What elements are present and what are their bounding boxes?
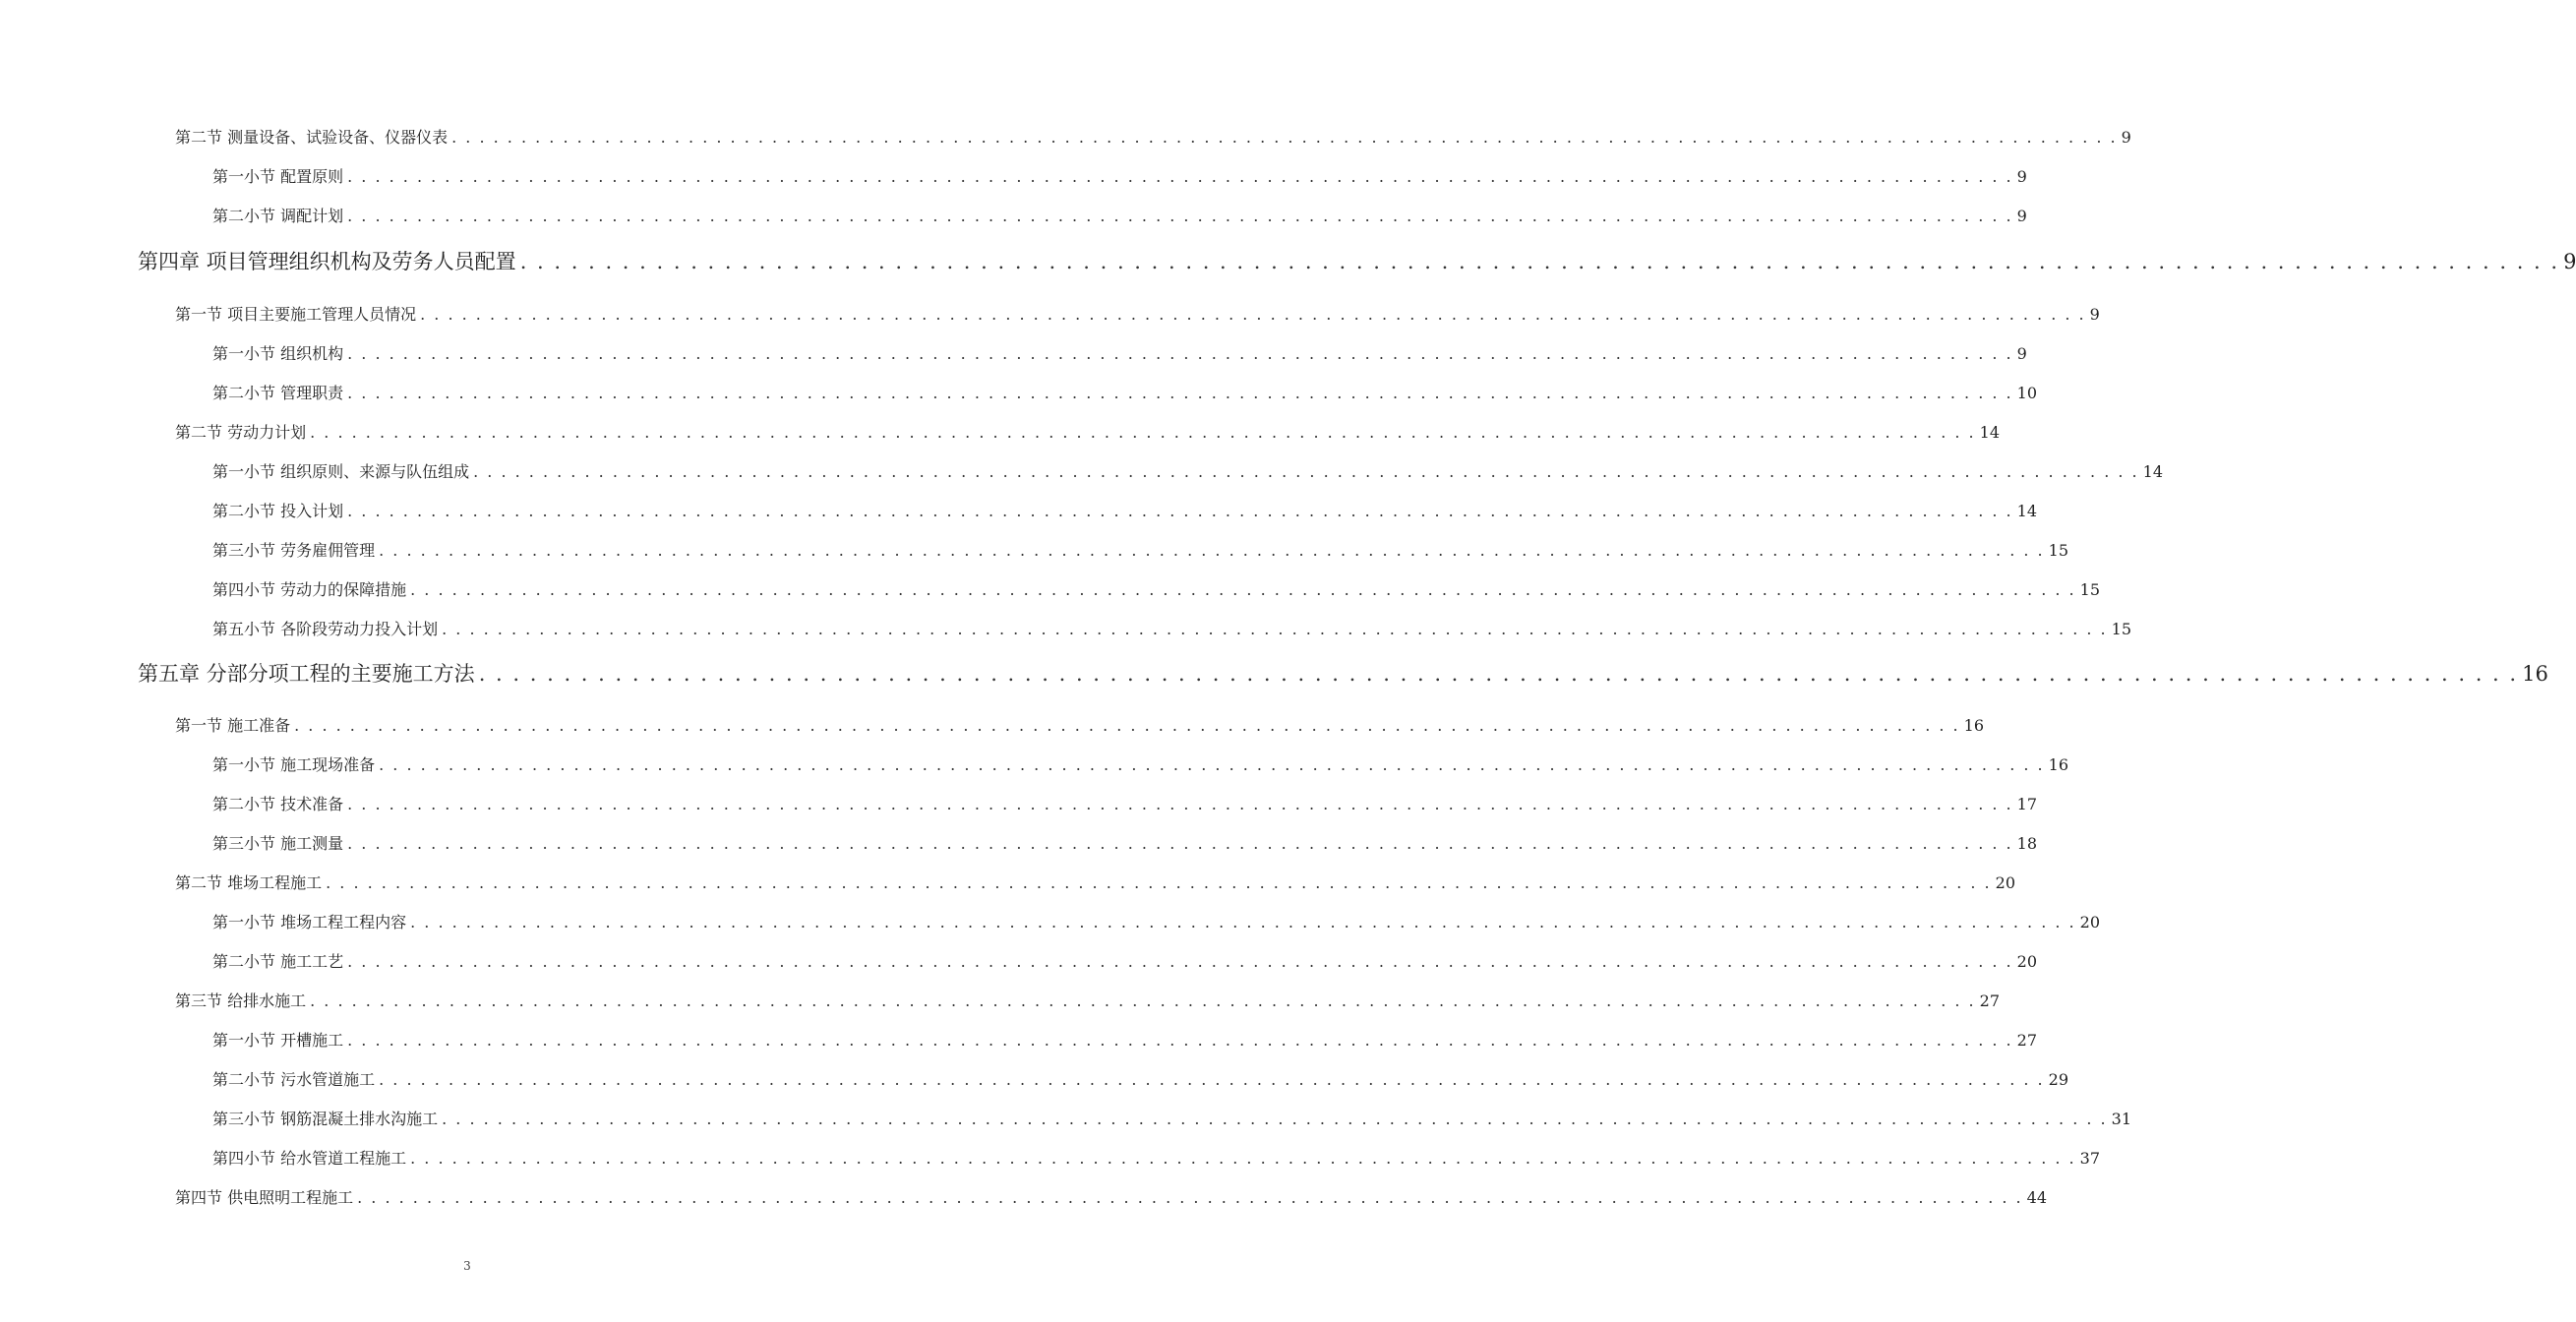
dot-leader: . . . . . . . . . . . . . . . . . . . . . . . . . . . . . . . . . . . . . . . . . . . . . . . . . . . . . . . . . . . . . . . . . . . . . . . . . . . . . . . . . . . . . . . . . . . . . . . . . . . . . . . . . . . . . . . . . . . . . . . . <box>347 1031 2013 1050</box>
toc-entry-title: 第二小节 污水管道施工 <box>212 1070 376 1089</box>
toc-entry-title: 第四章 项目管理组织机构及劳务人员配置 <box>138 250 516 273</box>
toc-sub-entry[interactable] <box>212 910 2100 932</box>
toc-entry-title: 第五小节 各阶段劳动力投入计划 <box>212 620 439 638</box>
toc-entry-title: 第四小节 劳动力的保障措施 <box>212 580 407 599</box>
toc-entry-title: 第二节 劳动力计划 <box>175 423 307 442</box>
page-number: 3 <box>463 1259 471 1273</box>
toc-sub-entry[interactable] <box>212 949 2037 972</box>
toc-sub-entry[interactable] <box>212 538 2068 561</box>
toc-sub-entry[interactable] <box>212 164 2027 187</box>
toc-entry-title: 第一节 施工准备 <box>175 716 291 735</box>
toc-entry-page-number: 20 <box>1995 873 2015 892</box>
toc-entry-page-number: 27 <box>2016 1031 2037 1050</box>
toc-entry-page-number: 9 <box>2563 250 2576 273</box>
toc-chapter-entry[interactable] <box>138 246 2576 275</box>
toc-entry-page-number: 14 <box>2016 502 2037 520</box>
dot-leader: . . . . . . . . . . . . . . . . . . . . . . . . . . . . . . . . . . . . . . . . . . . . . . . . . . . . . . . . . . . . . . . . . . . . . . . . . . . . . . . . . . . . . . . . . . . . . . . . . . . . . . . . . . . . . . . . . . . . . . . . <box>420 305 2086 324</box>
toc-sub-entry[interactable] <box>212 752 2068 775</box>
toc-entry-title: 第二节 测量设备、试验设备、仪器仪表 <box>175 128 449 147</box>
dot-leader: . . . . . . . . . . . . . . . . . . . . . . . . . . . . . . . . . . . . . . . . . . . . . . . . . . . . . . . . . . . . . . . . . . . . . . . . . . . . . . . . . . . . . . . . . . . . . . . . . . . . . . . . . . . . . . . . . . . . . . . . <box>347 795 2013 813</box>
dot-leader: . . . . . . . . . . . . . . . . . . . . . . . . . . . . . . . . . . . . . . . . . . . . . . . . . . . . . . . . . . . . . . . . . . . . . . . . . . . . . . . . . . . . . . . . . . . . . . . . . . . . . . . . . . . . . . . . . . . . . . . . <box>347 952 2013 971</box>
dot-leader: . . . . . . . . . . . . . . . . . . . . . . . . . . . . . . . . . . . . . . . . . . . . . . . . . . . . . . . . . . . . . . . . . . . . . . . . . . . . . . . . . . . . . . . . . . . . . . . . . . . . . . . . . . . . . . . . . . . . . . . . <box>410 580 2076 599</box>
toc-sub-entry[interactable] <box>212 204 2027 226</box>
toc-sub-entry[interactable] <box>212 1146 2100 1169</box>
toc-section-entry[interactable] <box>175 1185 2047 1208</box>
dot-leader: . . . . . . . . . . . . . . . . . . . . . . . . . . . . . . . . . . . . . . . . . . . . . . . . . . . . . . . . . . . . . . . . . . . . . . . . . . . . . . . . . . . . . . . . . . . . . . . . . . . . . . . . . . . . . . . . . . . . . . . . <box>451 128 2118 147</box>
toc-entry-page-number: 37 <box>2079 1149 2100 1168</box>
dot-leader: . . . . . . . . . . . . . . . . . . . . . . . . . . . . . . . . . . . . . . . . . . . . . . . . . . . . . . . . . . . . . . . . . . . . . . . . . . . . . . . . . . . . . . . . . . . . . . . . . . . . . . . . . . . . . . . . . . . . . . . . <box>410 913 2076 931</box>
toc-sub-entry[interactable] <box>212 1028 2037 1051</box>
toc-entry-title: 第四节 供电照明工程施工 <box>175 1188 354 1207</box>
dot-leader: . . . . . . . . . . . . . . . . . . . . . . . . . . . . . . . . . . . . . . . . . . . . . . . . . . . . . . . . . . . . . . . . . . . . . . . . . . . . . . . . . . . . . . . . . . . . . . . . . . . . . . . . . . . . . . . . . . . . . . . . <box>442 620 2108 638</box>
toc-sub-entry[interactable] <box>212 381 2037 403</box>
toc-entry-page-number: 18 <box>2016 834 2037 853</box>
dot-leader: . . . . . . . . . . . . . . . . . . . . . . . . . . . . . . . . . . . . . . . . . . . . . . . . . . . . . . . . . . . . . . . . . . . . . . . . . . . . . . . . . . . . . . . . . . . . . . . . . . . . . . . . . . . . . . . . . . . . . . . . <box>478 662 2519 686</box>
toc-entry-page-number: 20 <box>2079 913 2100 931</box>
dot-leader: . . . . . . . . . . . . . . . . . . . . . . . . . . . . . . . . . . . . . . . . . . . . . . . . . . . . . . . . . . . . . . . . . . . . . . . . . . . . . . . . . . . . . . . . . . . . . . . . . . . . . . . . . . . . . . . . . . . . . . . . <box>294 716 1960 735</box>
toc-entry-page-number: 44 <box>2026 1188 2047 1207</box>
toc-entry-page-number: 16 <box>2048 755 2068 774</box>
toc-entry-page-number: 10 <box>2016 384 2037 402</box>
dot-leader: . . . . . . . . . . . . . . . . . . . . . . . . . . . . . . . . . . . . . . . . . . . . . . . . . . . . . . . . . . . . . . . . . . . . . . . . . . . . . . . . . . . . . . . . . . . . . . . . . . . . . . . . . . . . . . . . . . . . . . . . <box>347 834 2013 853</box>
dot-leader: . . . . . . . . . . . . . . . . . . . . . . . . . . . . . . . . . . . . . . . . . . . . . . . . . . . . . . . . . . . . . . . . . . . . . . . . . . . . . . . . . . . . . . . . . . . . . . . . . . . . . . . . . . . . . . . . . . . . . . . . <box>379 755 2045 774</box>
toc-section-entry[interactable] <box>175 125 2131 148</box>
dot-leader: . . . . . . . . . . . . . . . . . . . . . . . . . . . . . . . . . . . . . . . . . . . . . . . . . . . . . . . . . . . . . . . . . . . . . . . . . . . . . . . . . . . . . . . . . . . . . . . . . . . . . . . . . . . . . . . . . . . . . . . . <box>473 462 2139 481</box>
toc-sub-entry[interactable] <box>212 459 2163 482</box>
toc-section-entry[interactable] <box>175 302 2100 325</box>
toc-sub-entry[interactable] <box>212 499 2037 521</box>
toc-section-entry[interactable] <box>175 420 2000 443</box>
toc-entry-title: 第五章 分部分项工程的主要施工方法 <box>138 662 475 686</box>
toc-entry-title: 第二小节 调配计划 <box>212 207 344 225</box>
toc-entry-page-number: 29 <box>2048 1070 2068 1089</box>
toc-entry-page-number: 15 <box>2111 620 2131 638</box>
toc-sub-entry[interactable] <box>212 341 2027 364</box>
toc-entry-title: 第三小节 钢筋混凝土排水沟施工 <box>212 1110 439 1128</box>
dot-leader: . . . . . . . . . . . . . . . . . . . . . . . . . . . . . . . . . . . . . . . . . . . . . . . . . . . . . . . . . . . . . . . . . . . . . . . . . . . . . . . . . . . . . . . . . . . . . . . . . . . . . . . . . . . . . . . . . . . . . . . . <box>519 250 2560 273</box>
dot-leader: . . . . . . . . . . . . . . . . . . . . . . . . . . . . . . . . . . . . . . . . . . . . . . . . . . . . . . . . . . . . . . . . . . . . . . . . . . . . . . . . . . . . . . . . . . . . . . . . . . . . . . . . . . . . . . . . . . . . . . . . <box>347 207 2013 225</box>
toc-chapter-entry[interactable] <box>138 658 2548 688</box>
toc-entry-title: 第三节 给排水施工 <box>175 992 307 1010</box>
toc-entry-page-number: 14 <box>1979 423 2000 442</box>
toc-section-entry[interactable] <box>175 989 2000 1011</box>
dot-leader: . . . . . . . . . . . . . . . . . . . . . . . . . . . . . . . . . . . . . . . . . . . . . . . . . . . . . . . . . . . . . . . . . . . . . . . . . . . . . . . . . . . . . . . . . . . . . . . . . . . . . . . . . . . . . . . . . . . . . . . . <box>347 384 2013 402</box>
dot-leader: . . . . . . . . . . . . . . . . . . . . . . . . . . . . . . . . . . . . . . . . . . . . . . . . . . . . . . . . . . . . . . . . . . . . . . . . . . . . . . . . . . . . . . . . . . . . . . . . . . . . . . . . . . . . . . . . . . . . . . . . <box>347 167 2013 186</box>
toc-entry-page-number: 14 <box>2142 462 2163 481</box>
dot-leader: . . . . . . . . . . . . . . . . . . . . . . . . . . . . . . . . . . . . . . . . . . . . . . . . . . . . . . . . . . . . . . . . . . . . . . . . . . . . . . . . . . . . . . . . . . . . . . . . . . . . . . . . . . . . . . . . . . . . . . . . <box>379 1070 2045 1089</box>
toc-entry-title: 第二小节 技术准备 <box>212 795 344 813</box>
toc-entry-title: 第四小节 给水管道工程施工 <box>212 1149 407 1168</box>
dot-leader: . . . . . . . . . . . . . . . . . . . . . . . . . . . . . . . . . . . . . . . . . . . . . . . . . . . . . . . . . . . . . . . . . . . . . . . . . . . . . . . . . . . . . . . . . . . . . . . . . . . . . . . . . . . . . . . . . . . . . . . . <box>442 1110 2108 1128</box>
toc-entry-page-number: 15 <box>2048 541 2068 560</box>
toc-entry-page-number: 17 <box>2016 795 2037 813</box>
toc-entry-title: 第二小节 投入计划 <box>212 502 344 520</box>
toc-entry-title: 第一小节 堆场工程工程内容 <box>212 913 407 931</box>
toc-entry-title: 第一小节 配置原则 <box>212 167 344 186</box>
toc-sub-entry[interactable] <box>212 577 2100 600</box>
dot-leader: . . . . . . . . . . . . . . . . . . . . . . . . . . . . . . . . . . . . . . . . . . . . . . . . . . . . . . . . . . . . . . . . . . . . . . . . . . . . . . . . . . . . . . . . . . . . . . . . . . . . . . . . . . . . . . . . . . . . . . . . <box>357 1188 2023 1207</box>
toc-section-entry[interactable] <box>175 713 1984 736</box>
toc-sub-entry[interactable] <box>212 617 2131 639</box>
toc-entry-page-number: 31 <box>2111 1110 2131 1128</box>
toc-entry-page-number: 9 <box>2016 344 2027 363</box>
toc-section-entry[interactable] <box>175 871 2015 893</box>
toc-sub-entry[interactable] <box>212 792 2037 814</box>
toc-entry-page-number: 15 <box>2079 580 2100 599</box>
toc-entry-page-number: 9 <box>2089 305 2100 324</box>
toc-sub-entry[interactable] <box>212 831 2037 854</box>
toc-entry-title: 第一小节 开槽施工 <box>212 1031 344 1050</box>
toc-entry-page-number: 20 <box>2016 952 2037 971</box>
toc-entry-page-number: 9 <box>2016 207 2027 225</box>
dot-leader: . . . . . . . . . . . . . . . . . . . . . . . . . . . . . . . . . . . . . . . . . . . . . . . . . . . . . . . . . . . . . . . . . . . . . . . . . . . . . . . . . . . . . . . . . . . . . . . . . . . . . . . . . . . . . . . . . . . . . . . . <box>347 344 2013 363</box>
dot-leader: . . . . . . . . . . . . . . . . . . . . . . . . . . . . . . . . . . . . . . . . . . . . . . . . . . . . . . . . . . . . . . . . . . . . . . . . . . . . . . . . . . . . . . . . . . . . . . . . . . . . . . . . . . . . . . . . . . . . . . . . <box>310 423 1976 442</box>
toc-entry-page-number: 16 <box>2522 662 2548 686</box>
toc-entry-title: 第一小节 组织机构 <box>212 344 344 363</box>
toc-entry-page-number: 27 <box>1979 992 2000 1010</box>
toc-sub-entry[interactable] <box>212 1107 2131 1129</box>
dot-leader: . . . . . . . . . . . . . . . . . . . . . . . . . . . . . . . . . . . . . . . . . . . . . . . . . . . . . . . . . . . . . . . . . . . . . . . . . . . . . . . . . . . . . . . . . . . . . . . . . . . . . . . . . . . . . . . . . . . . . . . . <box>347 502 2013 520</box>
dot-leader: . . . . . . . . . . . . . . . . . . . . . . . . . . . . . . . . . . . . . . . . . . . . . . . . . . . . . . . . . . . . . . . . . . . . . . . . . . . . . . . . . . . . . . . . . . . . . . . . . . . . . . . . . . . . . . . . . . . . . . . . <box>379 541 2045 560</box>
toc-sub-entry[interactable] <box>212 1067 2068 1090</box>
toc-entry-title: 第二节 堆场工程施工 <box>175 873 323 892</box>
toc-entry-title: 第三小节 劳务雇佣管理 <box>212 541 376 560</box>
toc-entry-page-number: 16 <box>1963 716 1984 735</box>
toc-entry-page-number: 9 <box>2016 167 2027 186</box>
toc-entry-title: 第二小节 管理职责 <box>212 384 344 402</box>
toc-entry-title: 第一小节 施工现场准备 <box>212 755 376 774</box>
dot-leader: . . . . . . . . . . . . . . . . . . . . . . . . . . . . . . . . . . . . . . . . . . . . . . . . . . . . . . . . . . . . . . . . . . . . . . . . . . . . . . . . . . . . . . . . . . . . . . . . . . . . . . . . . . . . . . . . . . . . . . . . <box>326 873 1992 892</box>
dot-leader: . . . . . . . . . . . . . . . . . . . . . . . . . . . . . . . . . . . . . . . . . . . . . . . . . . . . . . . . . . . . . . . . . . . . . . . . . . . . . . . . . . . . . . . . . . . . . . . . . . . . . . . . . . . . . . . . . . . . . . . . <box>410 1149 2076 1168</box>
dot-leader: . . . . . . . . . . . . . . . . . . . . . . . . . . . . . . . . . . . . . . . . . . . . . . . . . . . . . . . . . . . . . . . . . . . . . . . . . . . . . . . . . . . . . . . . . . . . . . . . . . . . . . . . . . . . . . . . . . . . . . . . <box>310 992 1976 1010</box>
toc-entry-title: 第二小节 施工工艺 <box>212 952 344 971</box>
toc-entry-title: 第一小节 组织原则、来源与队伍组成 <box>212 462 470 481</box>
toc-entry-title: 第一节 项目主要施工管理人员情况 <box>175 305 417 324</box>
toc-entry-page-number: 9 <box>2121 128 2131 147</box>
toc-entry-title: 第三小节 施工测量 <box>212 834 344 853</box>
